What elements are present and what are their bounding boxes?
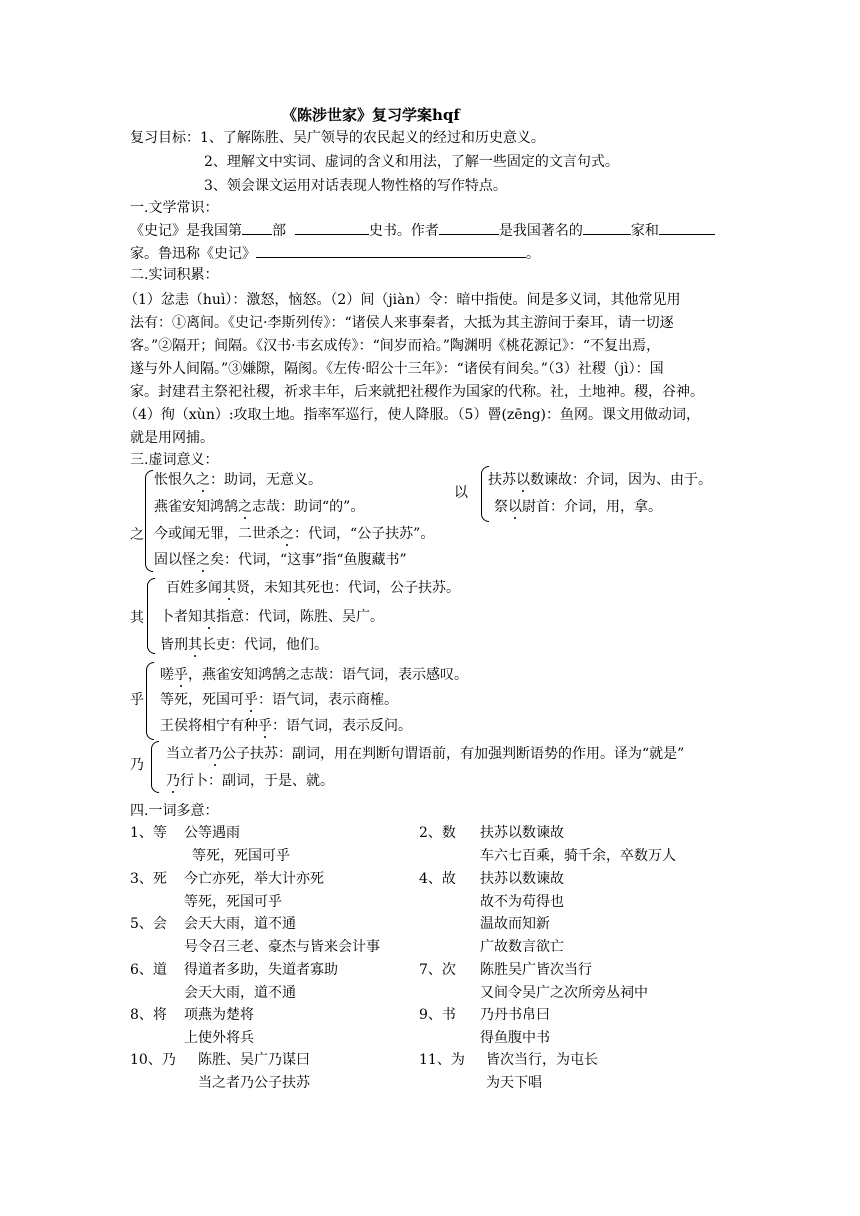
text-run: 当立者 [166, 746, 208, 762]
polysemy-example: 扶苏以数谏故 [480, 871, 564, 887]
fill-blank[interactable] [242, 220, 272, 235]
text-run: ：助词，无意义。 [210, 472, 322, 488]
text-run: 部 [272, 223, 286, 239]
text-run: 等死，死国可 [160, 692, 244, 708]
vocab-line: 客。”②隔开；间隔。《汉书·韦玄成传》：“间岁而袷。”陶渊明《桃花源记》：“不复出焉， [130, 338, 661, 354]
polysemy-num: 5、会 [130, 916, 167, 932]
section-heading: 二.实词积累： [130, 267, 219, 283]
vocab-line: 就是用网捕。 [130, 430, 214, 446]
polysemy-example: 等死，死国可乎 [192, 848, 290, 864]
section-heading: 四.一词多意： [130, 803, 219, 819]
text-run: 公子扶苏：副词，用在判断句谓语前，有加强判断语势的作用。译为“就是” [222, 746, 685, 762]
polysemy-example: 等死，死国可乎 [184, 894, 282, 910]
usage-item [160, 635, 328, 655]
emphasis-word: 乎 [258, 718, 272, 734]
text-run: 怅恨久 [154, 472, 196, 488]
vocab-line: （4）徇（xùn）:攻取土地。指率军巡行，使人降服。（5）罾(zēng)：鱼网。课文用做动词， [124, 407, 701, 423]
text-run: 史书。作者 [368, 223, 439, 239]
polysemy-example: 扶苏以数谏故 [480, 825, 564, 841]
text-run: 皆刑 [160, 637, 188, 653]
text-run: 指意：代词，陈胜、吴广。 [216, 609, 384, 625]
usage-item [154, 470, 322, 490]
text-run: 是我国著名的 [498, 223, 583, 239]
usage-item [494, 497, 662, 517]
polysemy-num: 7、次 [419, 962, 456, 978]
text-run: ：代词，“公子扶苏”。 [294, 526, 435, 542]
usage-item [160, 690, 398, 710]
polysemy-num: 9、书 [419, 1007, 456, 1023]
text-run: 卜者知 [160, 609, 202, 625]
brace [146, 662, 154, 740]
emphasis-word: 其 [222, 580, 236, 596]
word-label-yi: 以 [454, 485, 468, 501]
usage-item [160, 665, 468, 685]
polysemy-example: 号令召三老、豪杰与皆来会计事 [184, 939, 380, 955]
polysemy-num: 2、数 [419, 825, 456, 841]
text-run: 志哉：助词“的”。 [252, 499, 365, 515]
usage-item [154, 497, 364, 517]
text-run: 数谏故：介词，因为、由于。 [530, 472, 712, 488]
polysemy-example: 得道者多助，失道者寡助 [184, 962, 338, 978]
brace [145, 470, 153, 572]
polysemy-example: 陈胜吴广皆次当行 [480, 962, 592, 978]
text-run: 今或闻无罪，二世杀 [154, 526, 280, 542]
emphasis-word: 其 [188, 637, 202, 653]
polysemy-example: 公等遇雨 [184, 825, 240, 841]
usage-item [166, 744, 684, 764]
text-run: 祭 [494, 499, 508, 515]
emphasis-word: 之 [196, 552, 210, 568]
polysemy-num: 8、将 [130, 1007, 167, 1023]
goals-label: 复习目标： [130, 130, 200, 146]
vocab-line: （1）忿恚（huì）：激怒，恼怒。（2）间（jiàn）令：暗中指使。间是多义词，其他常见用 [124, 292, 681, 308]
emphasis-word: 乎 [174, 667, 188, 683]
text-run: 贤，未知其死也：代词，公子扶苏。 [236, 580, 460, 596]
usage-item [166, 578, 460, 598]
brace [147, 578, 155, 654]
lit-knowledge-line-2 [130, 243, 540, 264]
polysemy-example: 上使外将兵 [184, 1030, 254, 1046]
text-run: 固以怪 [154, 552, 196, 568]
polysemy-example: 陈胜、吴广乃谋曰 [198, 1052, 310, 1068]
goals-line-1 [130, 128, 545, 148]
emphasis-word: 之 [238, 499, 252, 515]
emphasis-word: 其 [202, 609, 216, 625]
vocab-line: 遂与外人间隔。”③嫌隙，隔阂。《左传·昭公十三年》：“诸侯有间矣。”（3）社稷（jì）：国 [130, 361, 664, 377]
polysemy-example: 会天大雨，道不通 [184, 985, 296, 1001]
fill-blank[interactable] [439, 220, 499, 235]
text-run: 嗟 [160, 667, 174, 683]
polysemy-example: 温故而知新 [480, 916, 550, 932]
usage-item [160, 607, 384, 627]
emphasis-word: 乃 [166, 773, 180, 789]
text-run: 《史记》是我国第 [130, 223, 242, 239]
polysemy-num: 4、故 [419, 871, 456, 887]
emphasis-word: 以 [516, 472, 530, 488]
text-run: 长吏：代词，他们。 [202, 637, 328, 653]
polysemy-example: 车六七百乘，骑千余，卒数万人 [480, 848, 676, 864]
text-run: 王侯将相宁有种 [160, 718, 258, 734]
section-heading: 一.文学常识： [130, 200, 219, 216]
polysemy-example: 项燕为楚将 [184, 1007, 254, 1023]
polysemy-example: 会天大雨，道不通 [184, 916, 296, 932]
emphasis-word: 以 [508, 499, 522, 515]
goal-item: 1、了解陈胜、吴广领导的农民起义的经过和历史意义。 [200, 130, 545, 146]
text-run: 燕雀安知鸿鹄 [154, 499, 238, 515]
polysemy-example: 广故数言欲亡 [480, 939, 564, 955]
polysemy-num: 11、为 [419, 1052, 465, 1068]
fill-blank[interactable] [256, 243, 526, 258]
polysemy-num: 10、乃 [130, 1052, 176, 1068]
lit-knowledge-line-1 [130, 220, 715, 241]
text-run: 行卜：副词，于是、就。 [180, 773, 334, 789]
fill-blank[interactable] [295, 220, 369, 235]
emphasis-word: 之 [196, 472, 210, 488]
text-run: ：语气词，表示反问。 [272, 718, 412, 734]
emphasis-word: 乃 [208, 746, 222, 762]
emphasis-word: 之 [280, 526, 294, 542]
vocab-line: 家。封建君主祭祀社稷，祈求丰年，后来就把社稷作为国家的代称。社，土地神。稷，谷神。 [130, 384, 704, 400]
polysemy-num: 6、道 [130, 962, 167, 978]
polysemy-num: 3、死 [130, 871, 167, 887]
polysemy-example: 乃丹书帛曰 [480, 1007, 550, 1023]
polysemy-example: 当之者乃公子扶苏 [198, 1075, 310, 1091]
polysemy-example: 得鱼腹中书 [480, 1030, 550, 1046]
word-label-nai: 乃 [130, 757, 144, 773]
page-title: 《陈涉世家》复习学案hqf [282, 106, 460, 124]
vocab-line: 法有：①离间。《史记·李斯列传》：“诸侯人来事秦者，大抵为其主游间于秦耳，请一切逐 [130, 315, 674, 331]
text-run: 扶苏 [488, 472, 516, 488]
polysemy-example: 今亡亦死，举大计亦死 [184, 871, 324, 887]
text-run: 家和 [630, 223, 659, 239]
word-label-zhi: 之 [130, 527, 144, 543]
usage-item [488, 470, 712, 490]
brace [151, 741, 159, 793]
text-run: ，燕雀安知鸿鹄之志哉：语气词，表示感叹。 [188, 667, 468, 683]
section-heading: 三.虚词意义： [130, 452, 219, 468]
text-run: 家。鲁迅称《史记》 [130, 246, 256, 262]
word-label-hu: 乎 [130, 692, 144, 708]
text-run: 百姓多闻 [166, 580, 222, 596]
usage-item [154, 524, 434, 544]
polysemy-example: 为天下唱 [486, 1075, 542, 1091]
text-run: 尉首：介词，用，拿。 [522, 499, 662, 515]
fill-blank[interactable] [583, 220, 631, 235]
polysemy-num: 1、等 [130, 825, 167, 841]
goal-item: 2、理解文中实词、虚词的含义和用法，了解一些固定的文言句式。 [204, 154, 619, 170]
text-run: 。 [526, 246, 540, 262]
text-run: 矣：代词，“这事”指“鱼腹藏书” [210, 552, 407, 568]
usage-item [160, 716, 412, 736]
polysemy-example: 又间令吴广之次所旁丛祠中 [480, 985, 648, 1001]
goal-item: 3、领会课文运用对话表现人物性格的写作特点。 [204, 178, 507, 194]
fill-blank[interactable] [659, 220, 715, 235]
polysemy-example: 故不为苟得也 [480, 894, 564, 910]
word-label-qi: 其 [130, 610, 144, 626]
polysemy-example: 皆次当行，为屯长 [486, 1052, 598, 1068]
emphasis-word: 乎 [244, 692, 258, 708]
usage-item [166, 771, 334, 791]
usage-item [154, 550, 407, 570]
text-run: ：语气词，表示商榷。 [258, 692, 398, 708]
